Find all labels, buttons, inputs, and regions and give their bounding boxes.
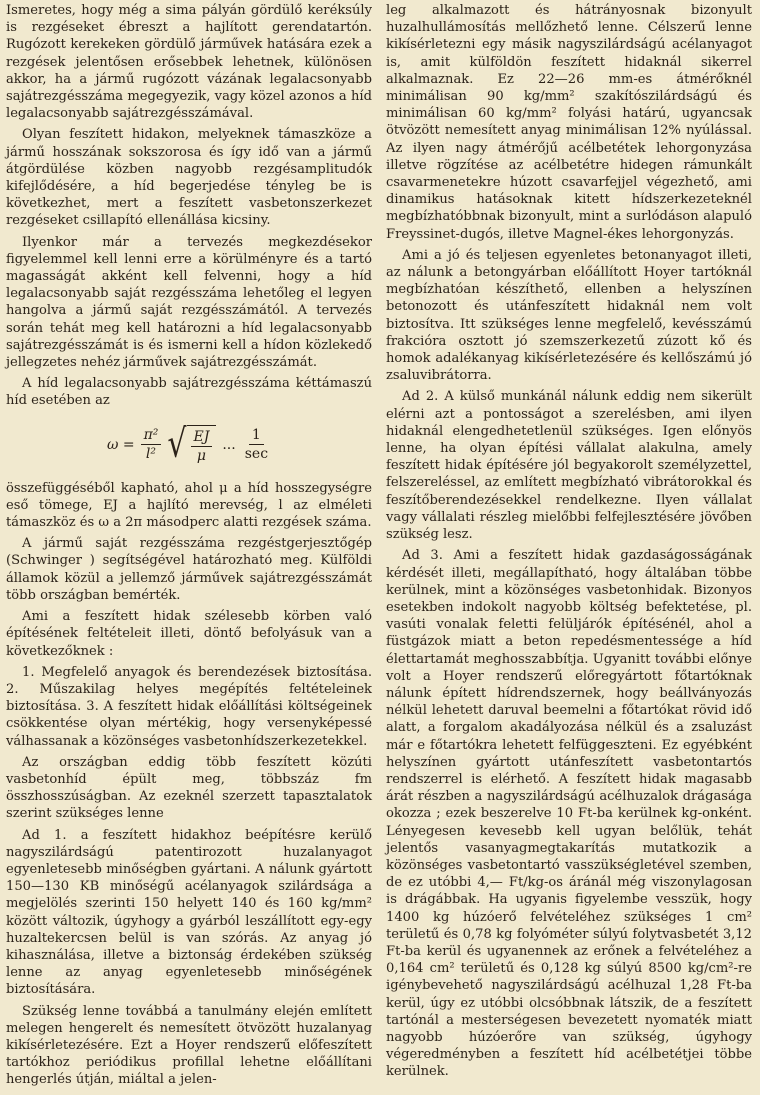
paragraph: Ad 2. A külső munkánál nálunk eddig nem sikerült elérni azt a pontosságot a szerelésben, ami ilyen hidaknál elengedhetetlenül szükséges. Igen előnyös lenne, ha olyan építési vállalat alakulna, amely feszített hidak építésére jól begyakorolt személyzettel, felszereléssel, az említett megbízható vibrátorokkal és feszítőberendezésekkel rendelkezne. Ilyen vállalat vagy vállalati részleg mielőbbi felfejlesztésére jövőben szükség lesz. <box>386 389 752 543</box>
left-column <box>6 2 372 1095</box>
formula-dots: ... <box>222 436 236 453</box>
formula-fraction-ej-mu <box>191 428 213 465</box>
paragraph: Szükség lenne továbbá a tanulmány elején említett melegen hengerelt és nemesített ötvözött huzalanyag kikísérletezésére. Ezt a Hoyer rendszerű előfeszített tartókhoz periódikus profillal lehetne előállítani hengerlés útján, miáltal a jelen- <box>6 1003 372 1088</box>
formula-frac3-den: sec <box>244 446 269 463</box>
formula-fraction-pi-l <box>141 426 162 463</box>
paragraph: összefüggéséből kapható, ahol μ a híd hosszegységre eső tömege, EJ a hajlító merevség, l az elméleti támaszköz és ω a 2π másodperc alatti rezgések száma. <box>6 480 372 531</box>
formula-frac2-num: EJ <box>191 428 213 447</box>
paragraph: Ad 3. Ami a feszített hidak gazdaságosságának kérdését illeti, megállapítható, hogy általában többe kerülnek, mint a közönséges vasbetonhidak. Bizonyos esetekben indokolt nagyobb költség befektetése, pl. vasúti vonalak feletti felüljárók építésénél, ahol a füstgázok miatt a beton repedésmentessége a híd élettartamát meghosszabbítja. Ugyanitt további előnye volt a Hoyer rendszerű előregyártott főtartóknak nálunk épített hídrendszernek, hogy beállványozás nélkül lehetett daruval beemelni a főtartókat rövid idő alatt, a forgalom akadályozása nélkül és a zsaluzást már e főtartókra lehetett felfüggeszteni. Ez egyébként helyszínen gyártott utánfeszített vasbetontartós rendszerrel is elérhető. A feszített hidak magasabb árát részben a nagyszilárdságú acélhuzalok drágasága okozza ; ezek beszerelve 10 Ft-ba kerülnek kg-onként. Lényegesen kevesebb kell ugyan belőlük, tehát jelentős vasanyagmegtakarítás mutatkozik a közönséges vasbetontartó vasszükségletével szemben, de ez utóbbi 4,— Ft/kg-os áránál még viszonylagosan is drágábbak. Ha ugyanis figyelembe vesszük, hogy 1400 kg húzóerő felvételéhez szükséges 1 cm² területű és 0,78 kg folyóméter súlyú folytvasbetét 3,12 Ft-ba kerül és ugyanennek az erőnek a felvételéhez a 0,164 cm² területű és 0,128 kg súlyú 8500 kg/cm²-re igénybevehető nagyszilárdságú acélhuzal 1,28 Ft-ba kerül, úgy ez utóbbi olcsóbbnak látszik, de a feszített tartónál a mesterségesen bevezetett nyomaték miatt nagyobb húzóerőre van szükség, úgyhogy végeredményben a feszített híd acélbetétjei többe kerülnek. <box>386 548 752 1080</box>
paragraph: leg alkalmazott és hátrányosnak bizonyult huzalhullámosítás mellőzhető lenne. Célszerű lenne kikísérletezni egy másik nagyszilárdságú acélanyagot is, amit külföldön feszített hidaknál sikerrel alkalmaznak. Ez 22—26 mm-es átmérőknél minimálisan 90 kg/mm² szakítószilárdságú és minimálisan 60 kg/mm² folyási határú, ugyancsak ötvözött nemesített anyag minimálisan 12% nyúlással. Az ilyen nagy átmérőjű acélbetétek lehorgonyzása illetve rögzítése az acélbetétre hidegen rámunkált csavarmenetekre húzott csavarfejjel végezhető, ami dinamikus hatásoknak kitett hídszerkezeteknél megbízhatóbbnak bizonyult, mint a surlódáson alapuló Freyssinet-dugós, illetve Magnel-ékes lehorgonyzás. <box>386 3 752 242</box>
formula-frac1-den: l² <box>145 446 157 463</box>
paragraph: Az országban eddig több feszített közúti vasbetonhíd épült meg, többszáz fm összhosszúságban. Az ezeknél szerzett tapasztalatok szerint szükséges lenne <box>6 754 372 822</box>
formula-frac2-den: μ <box>196 447 206 464</box>
paragraph: Ami a feszített hidak szélesebb körben való építésének feltételeit illeti, döntő befolyásuk van a következőknek : <box>6 609 372 659</box>
radical-sign: √ <box>167 421 187 467</box>
paragraph: Ad 1. a feszített hidakhoz beépítésre kerülő nagyszilárdságú patentirozott huzalanyagot egyenletesebb minőségben gyártani. A nálunk gyártott 150—130 KB minőségű acélanyagok szilárdsága a megjelölés szerinti 150 helyett 140 és 160 kg/mm² között változik, úgyhogy a gyárból leszállított egy-egy huzaltekercsen belül is van szórás. Az anyag jó kihasználása, illetve a biztonság érdekében szükség lenne az anyag egyenletesebb minőségének biztosítására. <box>6 827 372 998</box>
paragraph: Olyan feszített hidakon, melyeknek támaszköze a jármű hosszának sokszorosa és így idő van a jármű átgördülése közben nagyobb rezgésamplitudók kifejlődésére, a híd begerjedése tényleg be is következhet, mert a feszített vasbetonszerkezet rezgéseket csillapító ellenállása kicsiny. <box>6 127 372 229</box>
formula-frac1-num: π² <box>141 426 162 445</box>
formula-lhs: ω = <box>106 436 135 453</box>
formula-fraction-unit <box>242 426 271 463</box>
frequency-formula <box>6 414 372 476</box>
paragraph: A híd legalacsonyabb sajátrezgésszáma kéttámaszú híd esetében az <box>6 376 372 409</box>
right-column <box>386 2 752 1095</box>
paragraph: Ismeretes, hogy még a sima pályán gördülő keréksúly is rezgéseket ébreszt a hajlított gerendatartón. Rugózott kerekeken gördülő járművek hatására ezek a rezgések jelentősen erősebbek lehetnek, különösen akkor, ha a jármű rugózott vázának legalacsonyabb sajátrezgésszáma megegyezik, vagy közel azonos a híd legalacsonyabb sajátrezgésszámával. <box>6 3 372 122</box>
formula-frac3-num: 1 <box>249 426 264 445</box>
paragraph: Ami a jó és teljesen egyenletes betonanyagot illeti, az nálunk a betongyárban előállított Hoyer tartóknál megbízhatóan készíthető, ellenben a helyszínen betonozott és utánfeszített hidaknál nem volt biztosítva. Itt szükséges lenne megfelelő, kevésszámú frakcióra osztott jó szemszerkezetű zúzott kő és homok adalékanyag kikísérletezésére és kellőszámú jó zsaluvibrátorra. <box>386 247 752 384</box>
paragraph: A jármű saját rezgésszáma rezgéstgerjesztőgép (Schwinger ) segítségével határozható meg. Külföldi államok közül a jellemző járművek sajátrezgésszámát több országban bemérték. <box>6 536 372 603</box>
paragraph: 1. Megfelelő anyagok és berendezések biztosítása. 2. Műszakilag helyes megépítés feltételeinek biztosítása. 3. A feszített hidak előállítási költségeinek csökkentése olyan mértékig, hogy versenyképessé válhassanak a közönséges vasbetonhídszerkezetekkel. <box>6 664 372 749</box>
paragraph: Ilyenkor már a tervezés megkezdésekor figyelemmel kell lenni erre a körülményre és a tartó magasságát akként kell felvenni, hogy a híd legalacsonyabb saját rezgésszáma lehetőleg el legyen hangolva a jármű saját rezgésszámától. A tervezés során tehát meg kell határozni a híd legalacsonyabb sajátrezgésszámát is és ismerni kell a hídon közlekedő jellegzetes nehéz járművek sajátrezgésszámát. <box>6 234 372 371</box>
formula-square-root <box>167 421 216 467</box>
formula-radicand <box>187 425 217 465</box>
